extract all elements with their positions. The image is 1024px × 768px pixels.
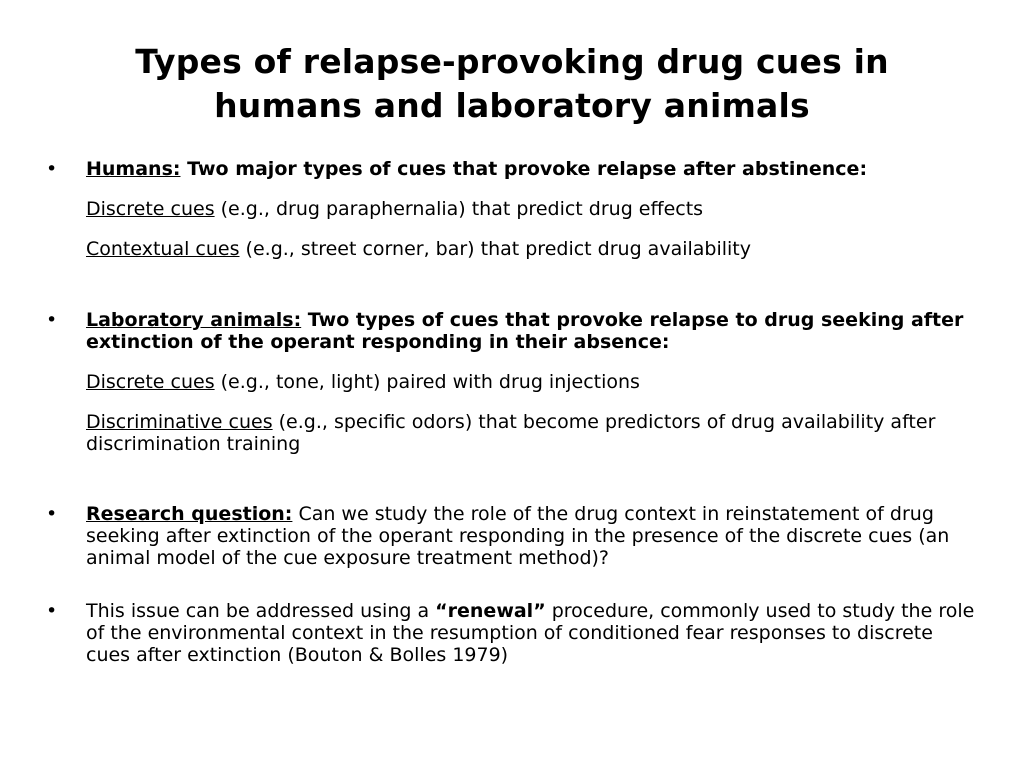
- bullet-body: [86, 600, 978, 684]
- humans-lead-text: Two major types of cues that provoke relapse after abstinence:: [180, 158, 868, 180]
- bullet-body: [86, 158, 978, 278]
- bullet-marker: •: [46, 309, 58, 331]
- lab-discrete-cues-term: Discrete cues: [86, 371, 215, 393]
- humans-contextual-cues-term: Contextual cues: [86, 238, 240, 260]
- lab-animals-label: Laboratory animals:: [86, 309, 302, 331]
- renewal-text-after: procedure, commonly used to study the role of the environmental context in the resumption of conditioned fear responses to discrete cues after extinction (Bouton & Bolles 1979): [86, 600, 975, 666]
- research-question-text: Can we study the role of the drug context in reinstatement of drug seeking after extinction of the operant responding in the presence of the discrete cues (an animal model of the cue exposure treatment method)?: [86, 503, 950, 569]
- bullet-body: [86, 503, 978, 587]
- lab-animals-lead-text: Two types of cues that provoke relapse to drug seeking after extinction of the operant responding in their absence:: [86, 309, 964, 353]
- research-question-label: Research question:: [86, 503, 293, 525]
- humans-discrete-cues-term: Discrete cues: [86, 198, 215, 220]
- bullet-marker: •: [46, 600, 58, 622]
- renewal-term: “renewal”: [435, 600, 546, 622]
- humans-label: Humans:: [86, 158, 181, 180]
- title-line-2: humans and laboratory animals: [214, 86, 810, 125]
- bullet-body: [86, 309, 978, 473]
- humans-contextual-cues-text: (e.g., street corner, bar) that predict drug availability: [239, 238, 752, 260]
- humans-discrete-cues-text: (e.g., drug paraphernalia) that predict drug effects: [214, 198, 704, 220]
- lab-discriminative-cues-term: Discriminative cues: [86, 411, 273, 433]
- slide-title: [60, 40, 964, 128]
- lab-discrete-cues-text: (e.g., tone, light) paired with drug injections: [214, 371, 640, 393]
- lab-discriminative-cues-text: (e.g., specific odors) that become predictors of drug availability after discrimination training: [86, 411, 936, 455]
- bullet-marker: •: [46, 503, 58, 525]
- renewal-text-before: This issue can be addressed using a: [86, 600, 436, 622]
- bullet-marker: •: [46, 158, 58, 180]
- title-line-1: Types of relapse-provoking drug cues in: [135, 42, 889, 81]
